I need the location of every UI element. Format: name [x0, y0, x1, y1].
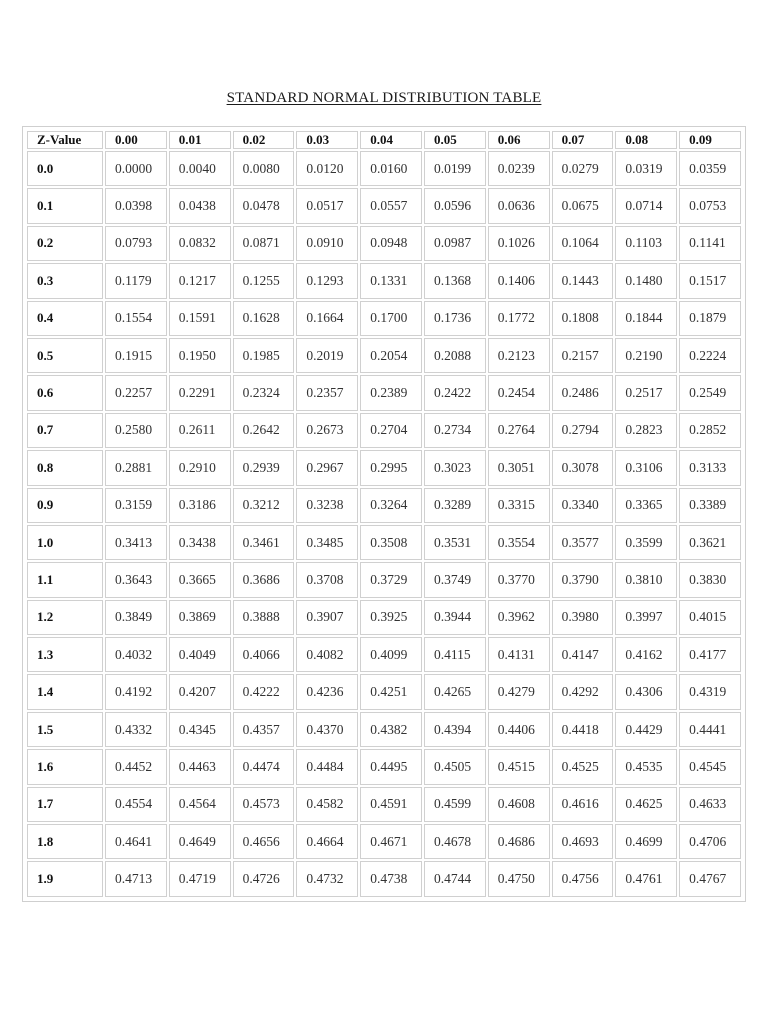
table-row: [27, 263, 741, 298]
probability-cell: 0.2019: [296, 338, 358, 373]
probability-cell: 0.4616: [552, 787, 614, 822]
probability-cell: 0.4099: [360, 637, 422, 672]
z-value-cell: 1.1: [27, 562, 103, 597]
z-value-cell: 0.2: [27, 226, 103, 261]
probability-cell: 0.0832: [169, 226, 231, 261]
probability-cell: 0.4082: [296, 637, 358, 672]
probability-cell: 0.4319: [679, 674, 741, 709]
probability-cell: 0.4505: [424, 749, 486, 784]
probability-cell: 0.4564: [169, 787, 231, 822]
table-row: [27, 488, 741, 523]
probability-cell: 0.4641: [105, 824, 167, 859]
probability-cell: 0.3106: [615, 450, 677, 485]
probability-cell: 0.4767: [679, 861, 741, 897]
probability-cell: 0.1064: [552, 226, 614, 261]
z-value-cell: 1.5: [27, 712, 103, 747]
probability-cell: 0.3365: [615, 488, 677, 523]
probability-cell: 0.2939: [233, 450, 295, 485]
probability-cell: 0.1915: [105, 338, 167, 373]
probability-cell: 0.4418: [552, 712, 614, 747]
probability-cell: 0.0871: [233, 226, 295, 261]
probability-cell: 0.4032: [105, 637, 167, 672]
probability-cell: 0.3438: [169, 525, 231, 560]
probability-cell: 0.4656: [233, 824, 295, 859]
probability-cell: 0.4599: [424, 787, 486, 822]
probability-cell: 0.1293: [296, 263, 358, 298]
probability-cell: 0.4649: [169, 824, 231, 859]
probability-cell: 0.0714: [615, 188, 677, 223]
probability-cell: 0.4236: [296, 674, 358, 709]
probability-cell: 0.1628: [233, 301, 295, 336]
probability-cell: 0.0675: [552, 188, 614, 223]
table-row: [27, 637, 741, 672]
probability-cell: 0.4357: [233, 712, 295, 747]
probability-cell: 0.1772: [488, 301, 550, 336]
probability-cell: 0.1217: [169, 263, 231, 298]
probability-cell: 0.4671: [360, 824, 422, 859]
probability-cell: 0.2910: [169, 450, 231, 485]
probability-cell: 0.2794: [552, 413, 614, 448]
header-cell: 0.03: [296, 131, 358, 149]
probability-cell: 0.4744: [424, 861, 486, 897]
probability-cell: 0.3830: [679, 562, 741, 597]
probability-cell: 0.4495: [360, 749, 422, 784]
header-cell-z-value: Z-Value: [27, 131, 103, 149]
probability-cell: 0.2764: [488, 413, 550, 448]
probability-cell: 0.1480: [615, 263, 677, 298]
probability-cell: 0.2454: [488, 375, 550, 410]
probability-cell: 0.4750: [488, 861, 550, 897]
probability-cell: 0.4177: [679, 637, 741, 672]
probability-cell: 0.4147: [552, 637, 614, 672]
probability-cell: 0.4015: [679, 600, 741, 635]
probability-cell: 0.0596: [424, 188, 486, 223]
probability-cell: 0.0753: [679, 188, 741, 223]
header-cell: 0.06: [488, 131, 550, 149]
probability-cell: 0.4545: [679, 749, 741, 784]
probability-cell: 0.4554: [105, 787, 167, 822]
probability-cell: 0.2224: [679, 338, 741, 373]
probability-cell: 0.4699: [615, 824, 677, 859]
probability-cell: 0.2642: [233, 413, 295, 448]
header-cell: 0.00: [105, 131, 167, 149]
probability-cell: 0.4429: [615, 712, 677, 747]
probability-cell: 0.0160: [360, 151, 422, 186]
probability-cell: 0.0359: [679, 151, 741, 186]
table-row: [27, 674, 741, 709]
probability-cell: 0.4306: [615, 674, 677, 709]
probability-cell: 0.2123: [488, 338, 550, 373]
probability-cell: 0.4686: [488, 824, 550, 859]
table-row: [27, 375, 741, 410]
probability-cell: 0.3413: [105, 525, 167, 560]
z-value-cell: 1.4: [27, 674, 103, 709]
probability-cell: 0.1985: [233, 338, 295, 373]
probability-cell: 0.3212: [233, 488, 295, 523]
probability-cell: 0.4474: [233, 749, 295, 784]
probability-cell: 0.4706: [679, 824, 741, 859]
probability-cell: 0.4332: [105, 712, 167, 747]
header-cell: 0.07: [552, 131, 614, 149]
table-row: [27, 525, 741, 560]
z-value-cell: 1.6: [27, 749, 103, 784]
header-cell: 0.05: [424, 131, 486, 149]
probability-cell: 0.3770: [488, 562, 550, 597]
probability-cell: 0.4732: [296, 861, 358, 897]
table-row: [27, 787, 741, 822]
probability-cell: 0.1141: [679, 226, 741, 261]
probability-cell: 0.2190: [615, 338, 677, 373]
table-row: [27, 301, 741, 336]
probability-cell: 0.4756: [552, 861, 614, 897]
probability-cell: 0.3849: [105, 600, 167, 635]
probability-cell: 0.1406: [488, 263, 550, 298]
document-title-text: STANDARD NORMAL DISTRIBUTION TABLE: [226, 90, 542, 106]
probability-cell: 0.1368: [424, 263, 486, 298]
probability-cell: 0.4726: [233, 861, 295, 897]
probability-cell: 0.1554: [105, 301, 167, 336]
probability-cell: 0.4279: [488, 674, 550, 709]
z-value-cell: 0.5: [27, 338, 103, 373]
z-value-cell: 0.6: [27, 375, 103, 410]
probability-cell: 0.0910: [296, 226, 358, 261]
probability-cell: 0.4222: [233, 674, 295, 709]
probability-cell: 0.4207: [169, 674, 231, 709]
probability-cell: 0.4066: [233, 637, 295, 672]
probability-cell: 0.2054: [360, 338, 422, 373]
distribution-table-container: [22, 126, 746, 902]
probability-cell: 0.2852: [679, 413, 741, 448]
probability-cell: 0.2549: [679, 375, 741, 410]
probability-cell: 0.4115: [424, 637, 486, 672]
probability-cell: 0.4582: [296, 787, 358, 822]
probability-cell: 0.4292: [552, 674, 614, 709]
probability-cell: 0.3577: [552, 525, 614, 560]
probability-cell: 0.3023: [424, 450, 486, 485]
probability-cell: 0.3485: [296, 525, 358, 560]
table-row: [27, 151, 741, 186]
probability-cell: 0.4370: [296, 712, 358, 747]
probability-cell: 0.1591: [169, 301, 231, 336]
probability-cell: 0.4591: [360, 787, 422, 822]
probability-cell: 0.0199: [424, 151, 486, 186]
probability-cell: 0.2357: [296, 375, 358, 410]
probability-cell: 0.1331: [360, 263, 422, 298]
probability-cell: 0.3315: [488, 488, 550, 523]
probability-cell: 0.4625: [615, 787, 677, 822]
probability-cell: 0.4719: [169, 861, 231, 897]
probability-cell: 0.3238: [296, 488, 358, 523]
probability-cell: 0.3159: [105, 488, 167, 523]
probability-cell: 0.4484: [296, 749, 358, 784]
probability-cell: 0.0000: [105, 151, 167, 186]
probability-cell: 0.1443: [552, 263, 614, 298]
probability-cell: 0.4713: [105, 861, 167, 897]
probability-cell: 0.4265: [424, 674, 486, 709]
probability-cell: 0.4693: [552, 824, 614, 859]
probability-cell: 0.3962: [488, 600, 550, 635]
z-value-cell: 0.8: [27, 450, 103, 485]
probability-cell: 0.3186: [169, 488, 231, 523]
table-row: [27, 226, 741, 261]
probability-cell: 0.2967: [296, 450, 358, 485]
probability-cell: 0.3554: [488, 525, 550, 560]
probability-cell: 0.0279: [552, 151, 614, 186]
probability-cell: 0.3888: [233, 600, 295, 635]
probability-cell: 0.2257: [105, 375, 167, 410]
header-cell: 0.09: [679, 131, 741, 149]
probability-cell: 0.3925: [360, 600, 422, 635]
probability-cell: 0.1255: [233, 263, 295, 298]
z-value-cell: 1.3: [27, 637, 103, 672]
probability-cell: 0.4162: [615, 637, 677, 672]
probability-cell: 0.4452: [105, 749, 167, 784]
z-value-cell: 1.7: [27, 787, 103, 822]
probability-cell: 0.4049: [169, 637, 231, 672]
probability-cell: 0.3907: [296, 600, 358, 635]
header-cell: 0.02: [233, 131, 295, 149]
probability-cell: 0.3340: [552, 488, 614, 523]
probability-cell: 0.1879: [679, 301, 741, 336]
probability-cell: 0.2995: [360, 450, 422, 485]
probability-cell: 0.4382: [360, 712, 422, 747]
probability-cell: 0.2580: [105, 413, 167, 448]
probability-cell: 0.2881: [105, 450, 167, 485]
probability-cell: 0.2823: [615, 413, 677, 448]
probability-cell: 0.3133: [679, 450, 741, 485]
probability-cell: 0.2324: [233, 375, 295, 410]
probability-cell: 0.3078: [552, 450, 614, 485]
probability-cell: 0.1103: [615, 226, 677, 261]
probability-cell: 0.2704: [360, 413, 422, 448]
header-cell: 0.04: [360, 131, 422, 149]
probability-cell: 0.4608: [488, 787, 550, 822]
probability-cell: 0.3643: [105, 562, 167, 597]
probability-cell: 0.0319: [615, 151, 677, 186]
probability-cell: 0.1026: [488, 226, 550, 261]
probability-cell: 0.1700: [360, 301, 422, 336]
probability-cell: 0.4131: [488, 637, 550, 672]
header-row: [27, 131, 741, 149]
probability-cell: 0.4761: [615, 861, 677, 897]
probability-cell: 0.0636: [488, 188, 550, 223]
probability-cell: 0.3944: [424, 600, 486, 635]
probability-cell: 0.1179: [105, 263, 167, 298]
probability-cell: 0.0080: [233, 151, 295, 186]
probability-cell: 0.2291: [169, 375, 231, 410]
probability-cell: 0.4535: [615, 749, 677, 784]
table-header: [27, 131, 741, 149]
z-value-cell: 1.8: [27, 824, 103, 859]
probability-cell: 0.3869: [169, 600, 231, 635]
probability-cell: 0.4192: [105, 674, 167, 709]
probability-cell: 0.0040: [169, 151, 231, 186]
probability-cell: 0.0948: [360, 226, 422, 261]
z-value-cell: 1.9: [27, 861, 103, 897]
table-row: [27, 413, 741, 448]
table-row: [27, 562, 741, 597]
probability-cell: 0.2157: [552, 338, 614, 373]
table-row: [27, 749, 741, 784]
probability-cell: 0.3289: [424, 488, 486, 523]
z-value-cell: 0.4: [27, 301, 103, 336]
probability-cell: 0.2734: [424, 413, 486, 448]
probability-cell: 0.2486: [552, 375, 614, 410]
probability-cell: 0.3749: [424, 562, 486, 597]
probability-cell: 0.1808: [552, 301, 614, 336]
probability-cell: 0.3790: [552, 562, 614, 597]
distribution-table: [25, 129, 743, 899]
probability-cell: 0.2517: [615, 375, 677, 410]
table-row: [27, 712, 741, 747]
table-row: [27, 188, 741, 223]
probability-cell: 0.3621: [679, 525, 741, 560]
probability-cell: 0.0517: [296, 188, 358, 223]
probability-cell: 0.3665: [169, 562, 231, 597]
probability-cell: 0.4678: [424, 824, 486, 859]
probability-cell: 0.3531: [424, 525, 486, 560]
probability-cell: 0.0120: [296, 151, 358, 186]
table-row: [27, 338, 741, 373]
probability-cell: 0.3708: [296, 562, 358, 597]
probability-cell: 0.3389: [679, 488, 741, 523]
probability-cell: 0.4345: [169, 712, 231, 747]
probability-cell: 0.4633: [679, 787, 741, 822]
probability-cell: 0.2673: [296, 413, 358, 448]
probability-cell: 0.2088: [424, 338, 486, 373]
probability-cell: 0.3997: [615, 600, 677, 635]
table-row: [27, 450, 741, 485]
probability-cell: 0.3599: [615, 525, 677, 560]
z-value-cell: 0.9: [27, 488, 103, 523]
table-row: [27, 824, 741, 859]
document-title: [0, 90, 768, 107]
probability-cell: 0.0438: [169, 188, 231, 223]
probability-cell: 0.3980: [552, 600, 614, 635]
probability-cell: 0.3508: [360, 525, 422, 560]
probability-cell: 0.1950: [169, 338, 231, 373]
probability-cell: 0.4525: [552, 749, 614, 784]
z-value-cell: 0.0: [27, 151, 103, 186]
probability-cell: 0.0987: [424, 226, 486, 261]
probability-cell: 0.2422: [424, 375, 486, 410]
probability-cell: 0.1517: [679, 263, 741, 298]
z-value-cell: 1.2: [27, 600, 103, 635]
probability-cell: 0.0478: [233, 188, 295, 223]
table-body: [27, 151, 741, 897]
probability-cell: 0.0557: [360, 188, 422, 223]
probability-cell: 0.3461: [233, 525, 295, 560]
probability-cell: 0.4738: [360, 861, 422, 897]
table-row: [27, 600, 741, 635]
probability-cell: 0.1736: [424, 301, 486, 336]
probability-cell: 0.4573: [233, 787, 295, 822]
probability-cell: 0.3729: [360, 562, 422, 597]
z-value-cell: 0.1: [27, 188, 103, 223]
probability-cell: 0.2389: [360, 375, 422, 410]
probability-cell: 0.3810: [615, 562, 677, 597]
probability-cell: 0.3686: [233, 562, 295, 597]
probability-cell: 0.4441: [679, 712, 741, 747]
probability-cell: 0.1844: [615, 301, 677, 336]
probability-cell: 0.4463: [169, 749, 231, 784]
probability-cell: 0.0239: [488, 151, 550, 186]
header-cell: 0.01: [169, 131, 231, 149]
probability-cell: 0.4406: [488, 712, 550, 747]
probability-cell: 0.4515: [488, 749, 550, 784]
probability-cell: 0.3051: [488, 450, 550, 485]
probability-cell: 0.0398: [105, 188, 167, 223]
table-row: [27, 861, 741, 897]
z-value-cell: 0.7: [27, 413, 103, 448]
probability-cell: 0.4664: [296, 824, 358, 859]
probability-cell: 0.1664: [296, 301, 358, 336]
probability-cell: 0.3264: [360, 488, 422, 523]
z-value-cell: 0.3: [27, 263, 103, 298]
probability-cell: 0.4394: [424, 712, 486, 747]
z-value-cell: 1.0: [27, 525, 103, 560]
probability-cell: 0.4251: [360, 674, 422, 709]
probability-cell: 0.0793: [105, 226, 167, 261]
header-cell: 0.08: [615, 131, 677, 149]
probability-cell: 0.2611: [169, 413, 231, 448]
